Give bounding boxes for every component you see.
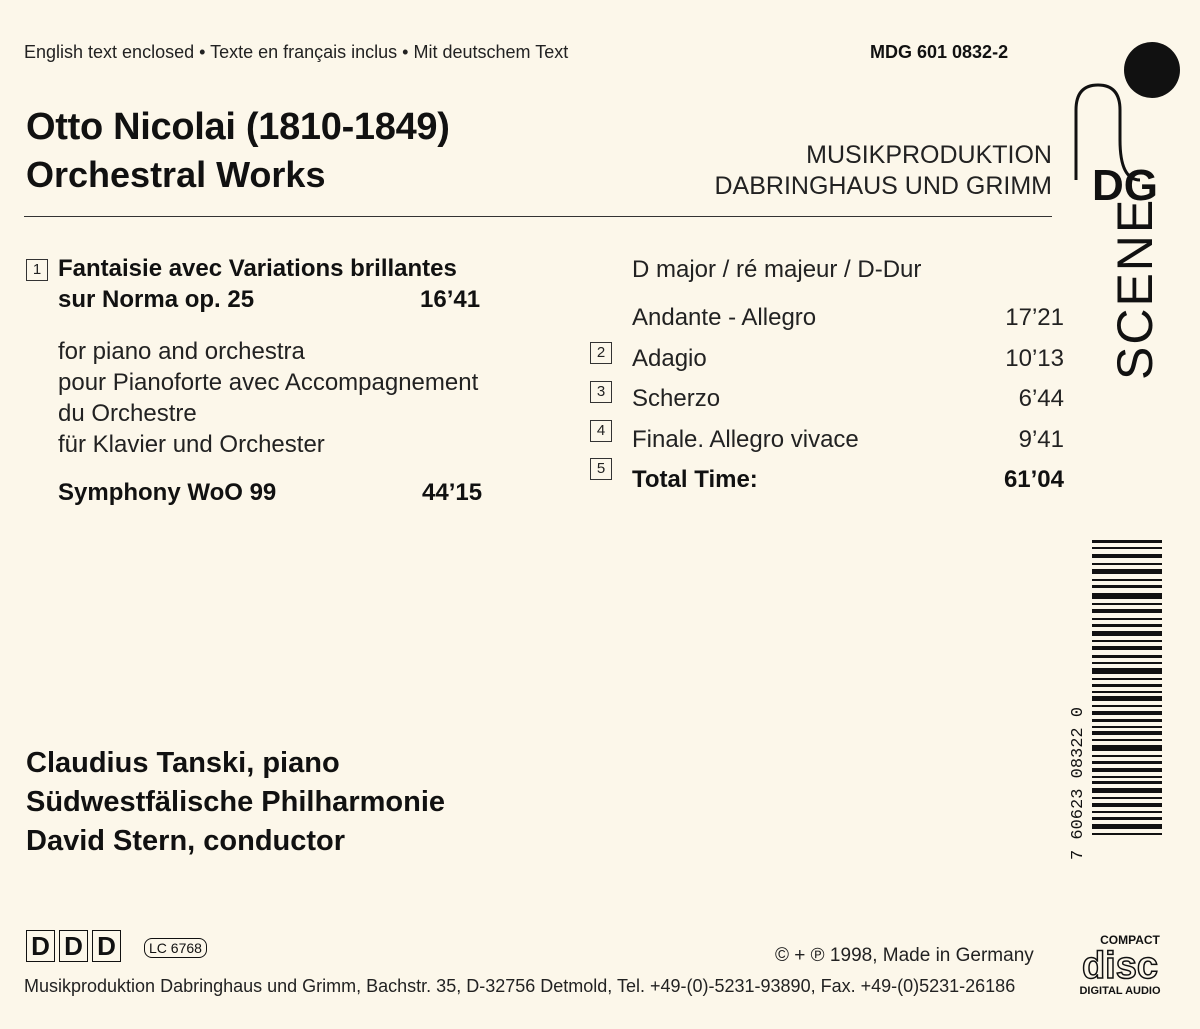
movement-time: 17’21	[1005, 304, 1064, 331]
ddd-letter: D	[59, 930, 88, 962]
ddd-letter: D	[26, 930, 55, 962]
total-time-row	[632, 466, 1064, 507]
work-2-title: Symphony WoO 99	[58, 479, 277, 506]
ddd-letter: D	[92, 930, 121, 962]
movement-time: 10’13	[1005, 344, 1064, 372]
track-number-5: 5	[590, 458, 612, 480]
work-1-time: 16’41	[420, 286, 481, 313]
mdg-scene-logo	[1070, 30, 1180, 390]
performer-line: Claudius Tanski, piano	[26, 747, 340, 779]
desc-line: for piano and orchestra	[58, 338, 305, 365]
desc-line: pour Pianoforte avec Accompagnement	[58, 369, 479, 396]
barcode-number: 7 60623 08322 0	[1069, 706, 1088, 860]
movement-title: Adagio	[632, 344, 707, 372]
language-note: English text enclosed • Texte en français inclus • Mit deutschem Text	[24, 42, 569, 62]
label-line-1: MUSIKPRODUKTION	[806, 141, 1052, 169]
performers	[26, 744, 445, 861]
cd-logo-word: disc	[1081, 945, 1159, 987]
track-number-4: 4	[590, 420, 612, 442]
movement-title: Andante - Allegro	[632, 304, 817, 331]
movement-title: Scherzo	[632, 385, 721, 412]
composer-title: Otto Nicolai (1810-1849)	[26, 106, 450, 148]
total-time-label: Total Time:	[632, 466, 758, 493]
work-1-description	[58, 336, 478, 460]
total-time-value: 61’04	[1003, 466, 1064, 493]
ddd-code	[26, 930, 121, 962]
label-name	[714, 140, 1052, 202]
label-line-2: DABRINGHAUS UND GRIMM	[714, 172, 1052, 200]
symphony-key: D major / ré majeur / D-Dur	[632, 256, 922, 283]
track-number-3: 3	[590, 381, 612, 403]
logo-series-text: SCENE	[1107, 197, 1163, 380]
desc-line: du Orchestre	[58, 400, 197, 427]
desc-line: für Klavier und Orchester	[58, 431, 325, 458]
compact-disc-logo	[1070, 930, 1170, 1000]
label-code: LC 6768	[144, 938, 207, 958]
cd-logo-top-text: COMPACT	[1100, 933, 1160, 947]
barcode	[1068, 530, 1168, 860]
movement-row	[632, 304, 1064, 345]
catalog-number: MDG 601 0832-2	[870, 42, 1009, 62]
movement-time: 9’41	[1018, 425, 1064, 453]
performer-line: Südwestfälische Philharmonie	[26, 786, 445, 818]
cd-logo-bottom-text: DIGITAL AUDIO	[1079, 985, 1161, 997]
album-subtitle: Orchestral Works	[26, 154, 326, 195]
performer-line: David Stern, conductor	[26, 825, 346, 857]
movement-row	[632, 385, 1064, 426]
movement-row	[632, 426, 1064, 467]
movement-list	[632, 304, 1064, 507]
movement-title: Finale. Allegro vivace	[632, 425, 859, 453]
header-divider	[24, 216, 1052, 217]
track-number-2: 2	[590, 342, 612, 364]
publisher-address: Musikproduktion Dabringhaus und Grimm, Bachstr. 35, D-32756 Detmold, Tel. +49-(0)-5231-93890, Fax. +49-(0)5231-26186	[24, 976, 1016, 996]
logo-brand-text: DG	[1092, 161, 1158, 210]
work-2-time: 44’15	[422, 479, 483, 506]
movement-time: 6’44	[1018, 385, 1064, 412]
movement-row	[632, 345, 1064, 386]
work-1-title-line1: Fantaisie avec Variations brillantes	[58, 255, 457, 282]
work-1-title-line2: sur Norma op. 25	[58, 286, 255, 313]
copyright-notice: © + ℗ 1998, Made in Germany	[775, 945, 1034, 966]
track-number-1: 1	[26, 259, 48, 281]
